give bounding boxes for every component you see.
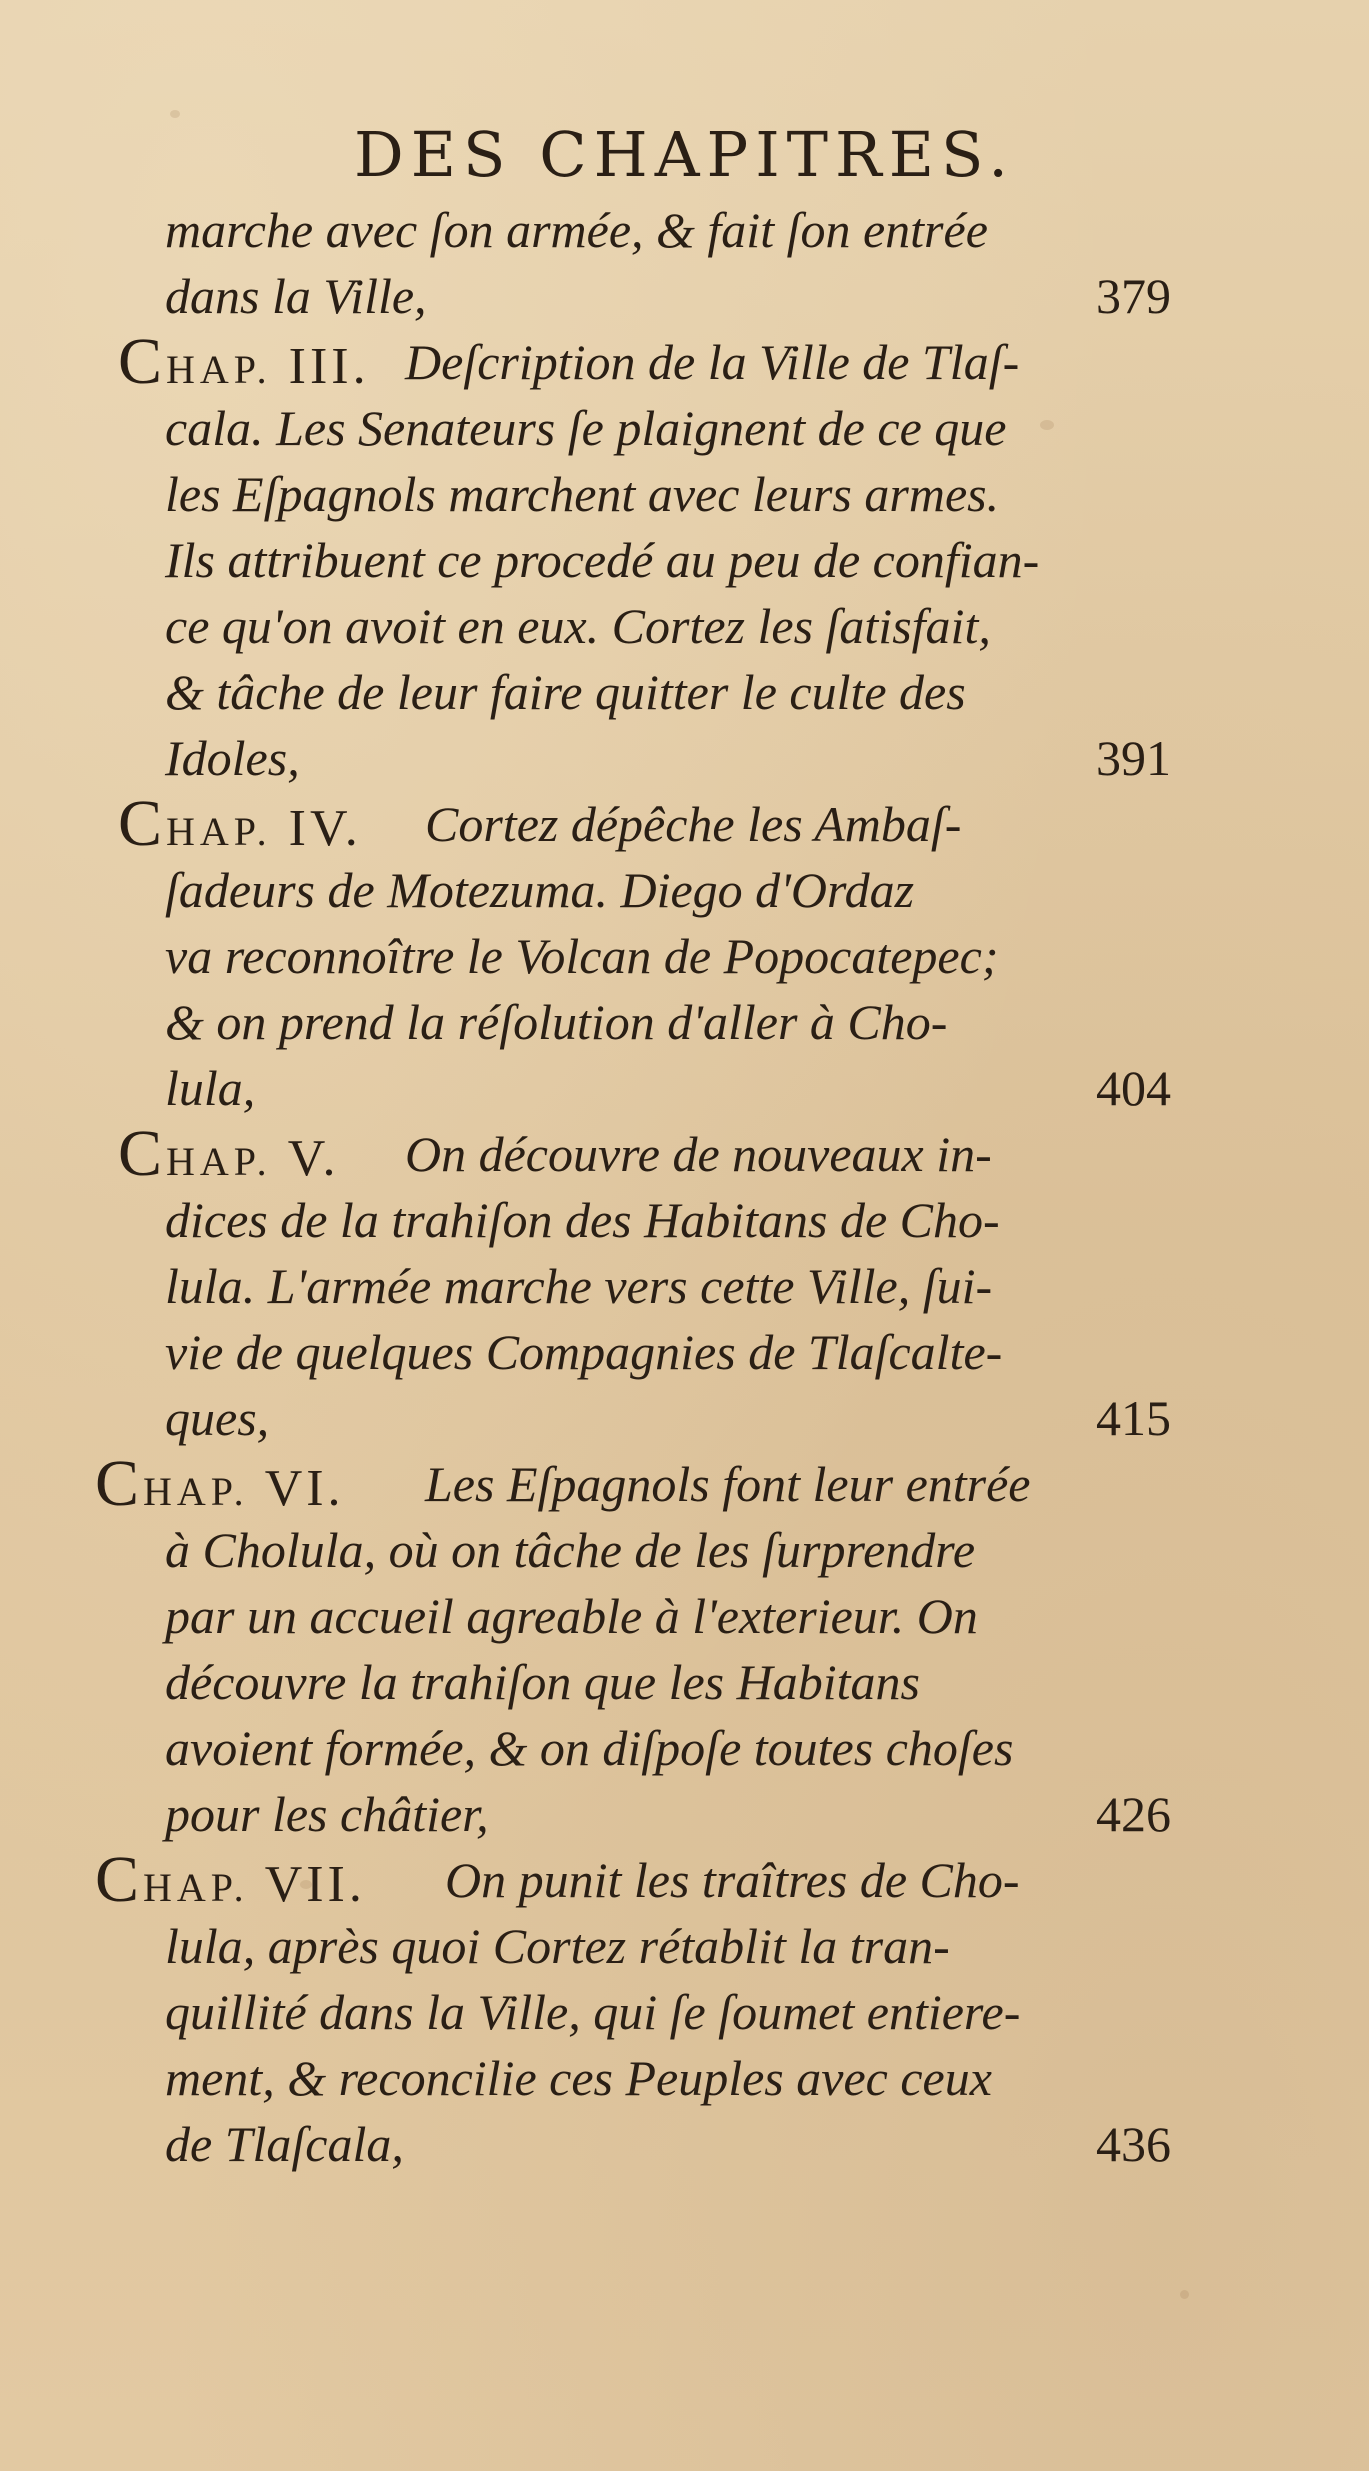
toc-line-text: quillité dans la Ville, qui ſe ſoumet entiere- [165, 1984, 1021, 2040]
toc-line [0, 2109, 1369, 2179]
toc-line [0, 1251, 1369, 1321]
toc-line [0, 1317, 1369, 1387]
chapter-initial: C [118, 325, 167, 398]
chapter-initial: C [118, 787, 167, 860]
toc-line-text: Idoles, [165, 730, 300, 786]
chapter-initial: C [95, 1843, 144, 1916]
chapter-initial: C [95, 1447, 144, 1520]
toc-line-text: par un accueil agreable à l'exterieur. On [165, 1588, 978, 1644]
toc-line [0, 261, 1369, 331]
toc-line-text: lula, [165, 1060, 256, 1116]
toc-line [0, 1185, 1369, 1255]
chapter-abbrev: HAP. [166, 809, 272, 854]
chapter-number: IV. [288, 800, 362, 857]
toc-line-text: ce qu'on avoit en eux. Cortez les ſatisfait, [165, 598, 991, 654]
toc-line-text: ment, & reconcilie ces Peuples avec ceux [165, 2050, 992, 2106]
toc-line [0, 525, 1369, 595]
page-number: 379 [1096, 268, 1171, 324]
toc-line-text: à Cholula, où on tâche de les ſurprendre [165, 1522, 976, 1578]
chapter-number: VII. [264, 1856, 366, 1913]
toc-line [0, 657, 1369, 727]
paper-speck [170, 110, 180, 118]
paper-speck [1180, 2290, 1189, 2299]
chapter-initial: C [118, 1117, 167, 1190]
toc-line [0, 1779, 1369, 1849]
toc-line-text: lula. L'armée marche vers cette Ville, ſui- [165, 1258, 993, 1314]
toc-line-text: Ils attribuent ce procedé au peu de confian- [165, 532, 1040, 588]
toc-line [0, 459, 1369, 529]
toc-line [0, 723, 1369, 793]
chapter-number: VI. [264, 1460, 345, 1517]
toc-line [0, 921, 1369, 991]
toc-line-text: On punit les traîtres de Cho- [445, 1852, 1020, 1908]
chapter-number: V. [287, 1130, 340, 1187]
toc-line-text: vie de quelques Compagnies de Tlaſcalte- [165, 1324, 1003, 1380]
toc-line-text: Cortez dépêche les Ambaſ- [425, 796, 962, 852]
toc-line [0, 2043, 1369, 2113]
toc-line-text: va reconnoître le Volcan de Popocatepec; [165, 928, 999, 984]
toc-line [0, 591, 1369, 661]
chapter-abbrev: HAP. [166, 1139, 272, 1184]
chapter-line [0, 1845, 1369, 1915]
toc-line [0, 1515, 1369, 1585]
toc-line-text: & tâche de leur faire quitter le culte des [165, 664, 966, 720]
chapter-abbrev: HAP. [143, 1469, 249, 1514]
toc-line-text: les Eſpagnols marchent avec leurs armes. [165, 466, 1000, 522]
toc-line-text: On découvre de nouveaux in- [405, 1126, 992, 1182]
toc-line-text: ſadeurs de Motezuma. Diego d'Ordaz [165, 862, 915, 918]
toc-line [0, 393, 1369, 463]
toc-line [0, 987, 1369, 1057]
toc-line [0, 1713, 1369, 1783]
chapter-abbrev: HAP. [166, 347, 272, 392]
toc-line-text: découvre la trahiſon que les Habitans [165, 1654, 920, 1710]
page-number: 426 [1096, 1786, 1171, 1842]
chapter-line [0, 1449, 1369, 1519]
toc-line-text: pour les châtier, [165, 1786, 489, 1842]
toc-line-text: avoient formée, & on diſpoſe toutes choſes [165, 1720, 1014, 1776]
toc-line-text: Deſcription de la Ville de Tlaſ- [405, 334, 1020, 390]
toc-line [0, 195, 1369, 265]
toc-line [0, 1053, 1369, 1123]
toc-line [0, 855, 1369, 925]
toc-line [0, 1581, 1369, 1651]
toc-line [0, 1647, 1369, 1717]
toc-line-text: marche avec ſon armée, & fait ſon entrée [165, 202, 988, 258]
toc-line [0, 1911, 1369, 1981]
toc-line [0, 1977, 1369, 2047]
toc-line-text: Les Eſpagnols font leur entrée [425, 1456, 1031, 1512]
toc-line [0, 1383, 1369, 1453]
toc-line-text: de Tlaſcala, [165, 2116, 404, 2172]
chapter-number: III. [288, 338, 370, 395]
running-header: DES CHAPITRES. [354, 118, 1015, 191]
toc-line-text: dices de la trahiſon des Habitans de Cho- [165, 1192, 1000, 1248]
chapter-line [0, 789, 1369, 859]
chapter-line [0, 1119, 1369, 1189]
page-number: 436 [1096, 2116, 1171, 2172]
chapter-abbrev: HAP. [143, 1865, 249, 1910]
toc-line-text: ques, [165, 1390, 270, 1446]
toc-line-text: lula, après quoi Cortez rétablit la tran- [165, 1918, 950, 1974]
page-number: 415 [1096, 1390, 1171, 1446]
page-number: 404 [1096, 1060, 1171, 1116]
table-of-contents [0, 195, 1369, 2195]
chapter-line [0, 327, 1369, 397]
page-number: 391 [1096, 730, 1171, 786]
toc-line-text: dans la Ville, [165, 268, 427, 324]
toc-line-text: & on prend la réſolution d'aller à Cho- [165, 994, 948, 1050]
toc-line-text: cala. Les Senateurs ſe plaignent de ce que [165, 400, 1007, 456]
